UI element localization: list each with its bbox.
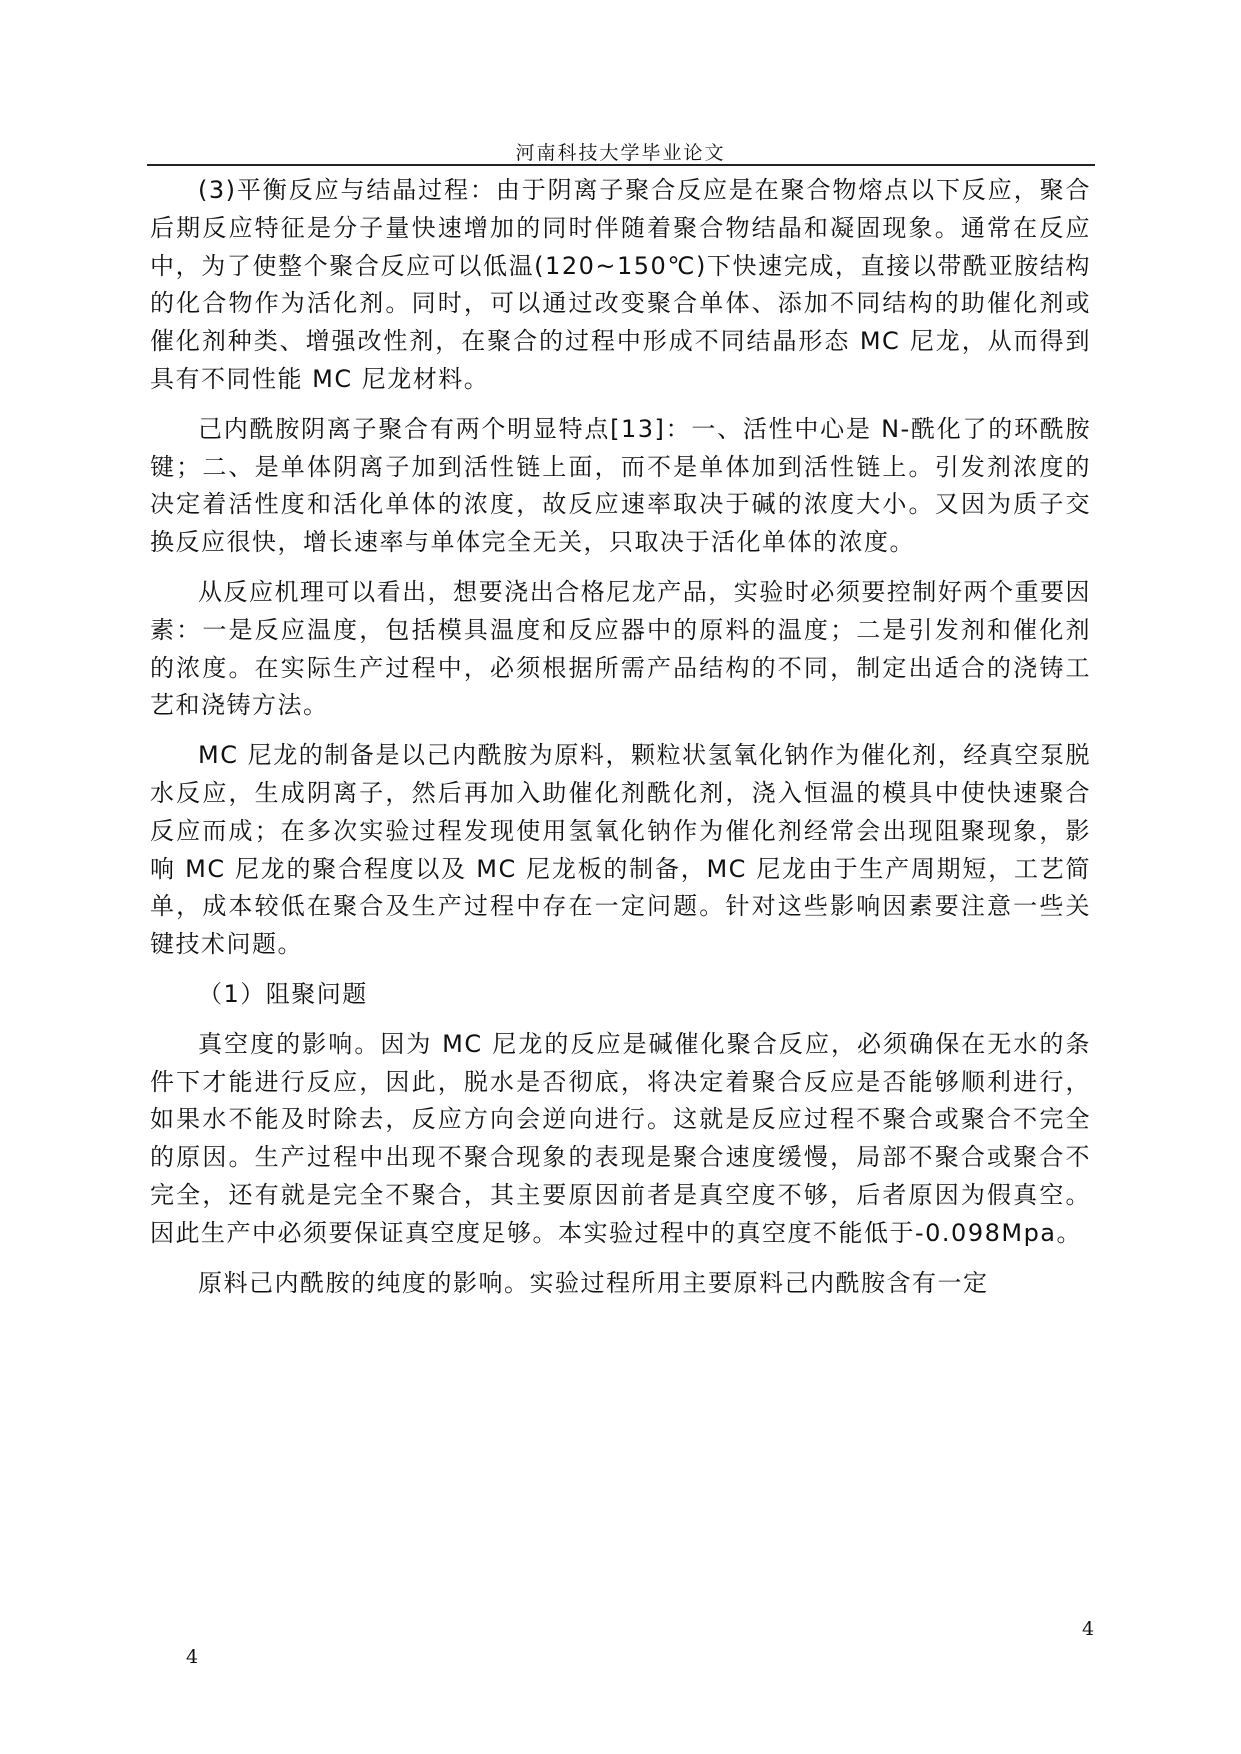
paragraph-raw-material-purity: 原料己内酰胺的纯度的影响。实验过程所用主要原料己内酰胺含有一定 xyxy=(198,1268,989,1297)
header-rule xyxy=(147,164,1095,166)
paragraph-equilibrium-crystallization: (3)平衡反应与结晶过程：由于阴离子聚合反应是在聚合物熔点以下反应，聚合后期反应特征是分子量快速增加的同时伴随着聚合物结晶和凝固现象。通常在反应中，为了使整个聚合反应可以低温(120~150℃)下快速完成，直接以带酰亚胺结构的化合物作为活化剂。同时，可以通过改变聚合单体、添加不同结构的助催化剂或催化剂种类、增强改性剂，在聚合的过程中形成不同结晶形态 MC 尼龙，从而得到具有不同性能 MC 尼龙材料。 xyxy=(150,176,1091,393)
page-number-right: 4 xyxy=(1082,1618,1095,1640)
paragraph-vacuum-effect: 真空度的影响。因为 MC 尼龙的反应是碱催化聚合反应，必须确保在无水的条件下才能进行反应，因此，脱水是否彻底，将决定着聚合反应是否能够顺利进行，如果水不能及时除去，反应方向会逆向进行。这就是反应过程不聚合或聚合不完全的原因。生产过程中出现不聚合现象的表现是聚合速度缓慢，局部不聚合或聚合不完全，还有就是完全不聚合，其主要原因前者是真空度不够，后者原因为假真空。因此生产中必须要保证真空度足够。本实验过程中的真空度不能低于-0.098Mpa。 xyxy=(150,1029,1091,1247)
page-number-left: 4 xyxy=(186,1646,199,1668)
paragraph-mc-nylon-preparation: MC 尼龙的制备是以己内酰胺为原料，颗粒状氢氧化钠作为催化剂，经真空泵脱水反应，生成阴离子，然后再加入助催化剂酰化剂，浇入恒温的模具中使快速聚合反应而成；在多次实验过程发现使用氢氧化钠作为催化剂经常会出现阻聚现象，影响 MC 尼龙的聚合程度以及 MC 尼龙板的制备，MC 尼龙由于生产周期短，工艺简单，成本较低在聚合及生产过程中存在一定问题。针对这些影响因素要注意一些关键技术问题。 xyxy=(150,741,1091,959)
paragraph-anionic-polymerization-features: 己内酰胺阴离子聚合有两个明显特点[13]：一、活性中心是 N-酰化了的环酰胺键；二、是单体阴离子加到活性链上面，而不是单体加到活性链上。引发剂浓度的决定着活性度和活化单体的浓度，故反应速率取决于碱的浓度大小。又因为质子交换反应很快，增长速率与单体完全无关，只取决于活化单体的浓度。 xyxy=(150,414,1091,557)
body-text xyxy=(150,172,1091,1302)
paragraph-reaction-mechanism: 从反应机理可以看出，想要浇出合格尼龙产品，实验时必须要控制好两个重要因素：一是反应温度，包括模具温度和反应器中的原料的温度；二是引发剂和催化剂的浓度。在实际生产过程中，必须根据所需产品结构的不同，制定出适合的浇铸工艺和浇铸方法。 xyxy=(150,577,1091,720)
section-heading-inhibition: （1）阻聚问题 xyxy=(198,979,368,1008)
header-title: 河南科技大学毕业论文 xyxy=(515,142,726,164)
